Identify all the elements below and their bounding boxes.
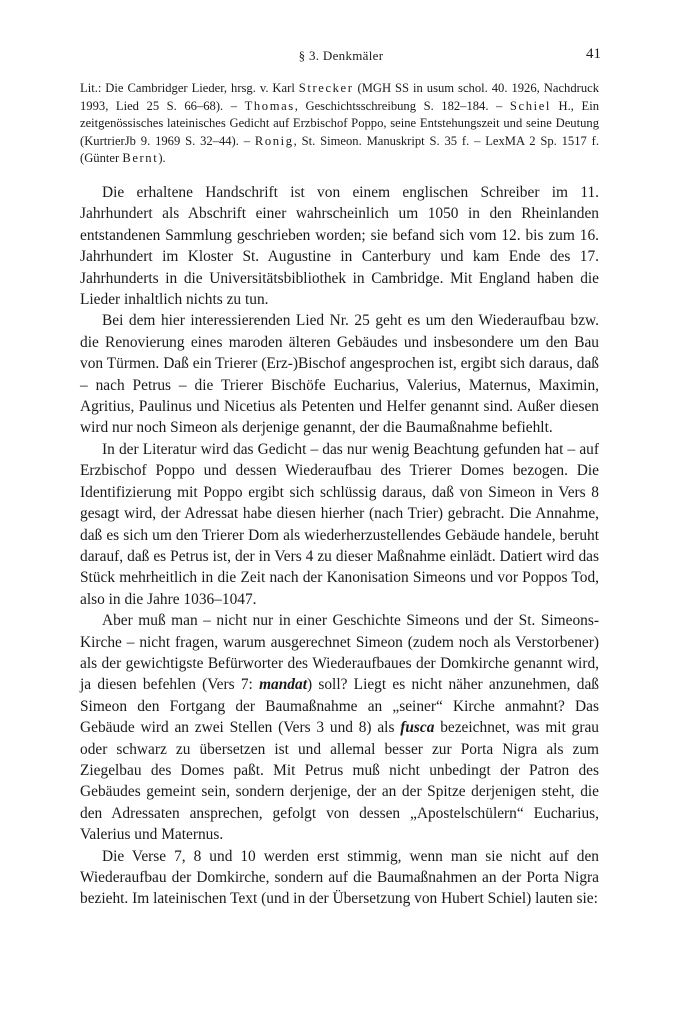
literature-references — [80, 80, 599, 168]
body-text — [80, 182, 599, 910]
author-strecker: Strecker — [298, 81, 354, 95]
paragraph-verses: Die Verse 7, 8 und 10 werden erst stimmig, wenn man sie nicht auf den Wiederaufbau der Domkirche, sondern auf die Baumaßnahmen an der Porta Nigra bezieht. Im lateinischen Text (und in der Übersetzung von Hubert Schiel) lauten sie: — [80, 847, 599, 908]
paragraph-text: ) soll? Liegt es nicht näher anzunehmen, daß Simeon den Fortgang der Baumaßnahme an „seiner“ Kirche anmahnt? Das Gebäude wird an zwei Stellen (Vers 3 und 8) als — [80, 676, 599, 737]
lit-text: H., Ein zeitgenössisches lateinisches Gedicht auf Erzbischof Poppo, seine Entstehungszeit und seine Deutung (KurtrierJb 9. 1969 S. 32–44). – — [80, 98, 599, 148]
lit-text: (MGH SS in usum schol. 40. 1926, Nachdruck 1993, Lied 25 S. 66–68). – — [80, 81, 599, 113]
lit-text: ). — [158, 151, 166, 166]
lit-text: , Geschichtsschreibung S. 182–184. – — [294, 98, 510, 113]
author-bernt: Bernt — [122, 151, 159, 166]
paragraph-literature: In der Literatur wird das Gedicht – das nur wenig Beachtung gefunden hat – auf Erzbischof Poppo und dessen Wiederaufbau des Trierer Domes bezogen. Die Identifizierung mit Poppo ergibt sich schlüssig daraus, daß von Simeon in Vers 8 gesagt wird, der Adressat habe diesen hierher (nach Trier) gebracht. Die Annahme, daß es sich um den Trierer Dom als wiederherzustellendes Gebäude handele, beruht darauf, daß es Petrus ist, der in Vers 4 zu dieser Maßnahme einlädt. Datiert wird das Stück mehrheitlich in die Zeit nach der Kanonisation Simeons und vor Poppos Tod, also in die Jahre 1036–1047. — [80, 440, 599, 608]
author-schiel: Schiel — [509, 98, 551, 113]
page-header — [81, 46, 601, 66]
lit-text: Lit.: Die Cambridger Lieder, hrsg. v. Karl — [80, 81, 299, 95]
lit-text: , St. Simeon. Manuskript S. 35 f. – LexMA 2 Sp. 1517 f. (Günter — [80, 133, 599, 166]
running-title: § 3. Denkmäler — [298, 48, 384, 63]
paragraph-text: Aber muß man – nicht nur in einer Geschichte Simeons und der St. Simeons-Kirche – nicht fragen, warum ausgerechnet Simeon (zudem noch als Verstorbener) als der gewichtigste Befürworter des Wiederaufbaues der Domkirche genannt wird, ja diesen befehlen (Vers 7: — [80, 612, 599, 694]
term-mandat: mandat — [259, 676, 307, 694]
paragraph-simeon — [80, 610, 599, 845]
author-ronig: Ronig — [254, 133, 294, 148]
page-number: 41 — [586, 46, 601, 62]
author-thomas: Thomas — [244, 98, 295, 113]
paragraph-text: bezeichnet, was mit grau oder schwarz zu übersetzen ist und allemal besser zur Porta Nigra als zum Ziegelbau des Domes paßt. Mit Petrus muß nicht unbedingt der Patron des Gebäudes gemeint sein, sondern derjenige, der an der Spitze derjenigen steht, die den Adressaten ansprechen, gefolgt von dessen „Apostelschülern“ Eucharius, Valerius und Maternus. — [80, 719, 599, 844]
paragraph-manuscript: Die erhaltene Handschrift ist von einem englischen Schreiber im 11. Jahrhundert als Abschrift einer wahrscheinlich um 1050 in den Rheinlanden entstandenen Sammlung geschrieben worden; sie befand sich vom 12. bis zum 16. Jahrhundert im Kloster St. Augustine in Canterbury und kam Ende des 17. Jahrhunderts in die Universitätsbibliothek in Cambridge. Mit England haben die Lieder inhaltlich nichts zu tun. — [80, 184, 599, 309]
paragraph-lied-25: Bei dem hier interessierenden Lied Nr. 25 geht es um den Wiederaufbau bzw. die Renovierung eines maroden älteren Gebäudes und insbesondere um den Bau von Türmen. Daß ein Trierer (Erz-)Bischof angesprochen ist, ergibt sich daraus, daß – nach Petrus – die Trierer Bischöfe Eucharius, Valerius, Maternus, Maximin, Agritius, Paulinus und Nicetius als Petenten und Helfer genannt sind. Außer diesen wird nur noch Simeon als derjenige genannt, der die Baumaßnahme befiehlt. — [80, 312, 599, 437]
term-fusca: fusca — [400, 719, 435, 737]
